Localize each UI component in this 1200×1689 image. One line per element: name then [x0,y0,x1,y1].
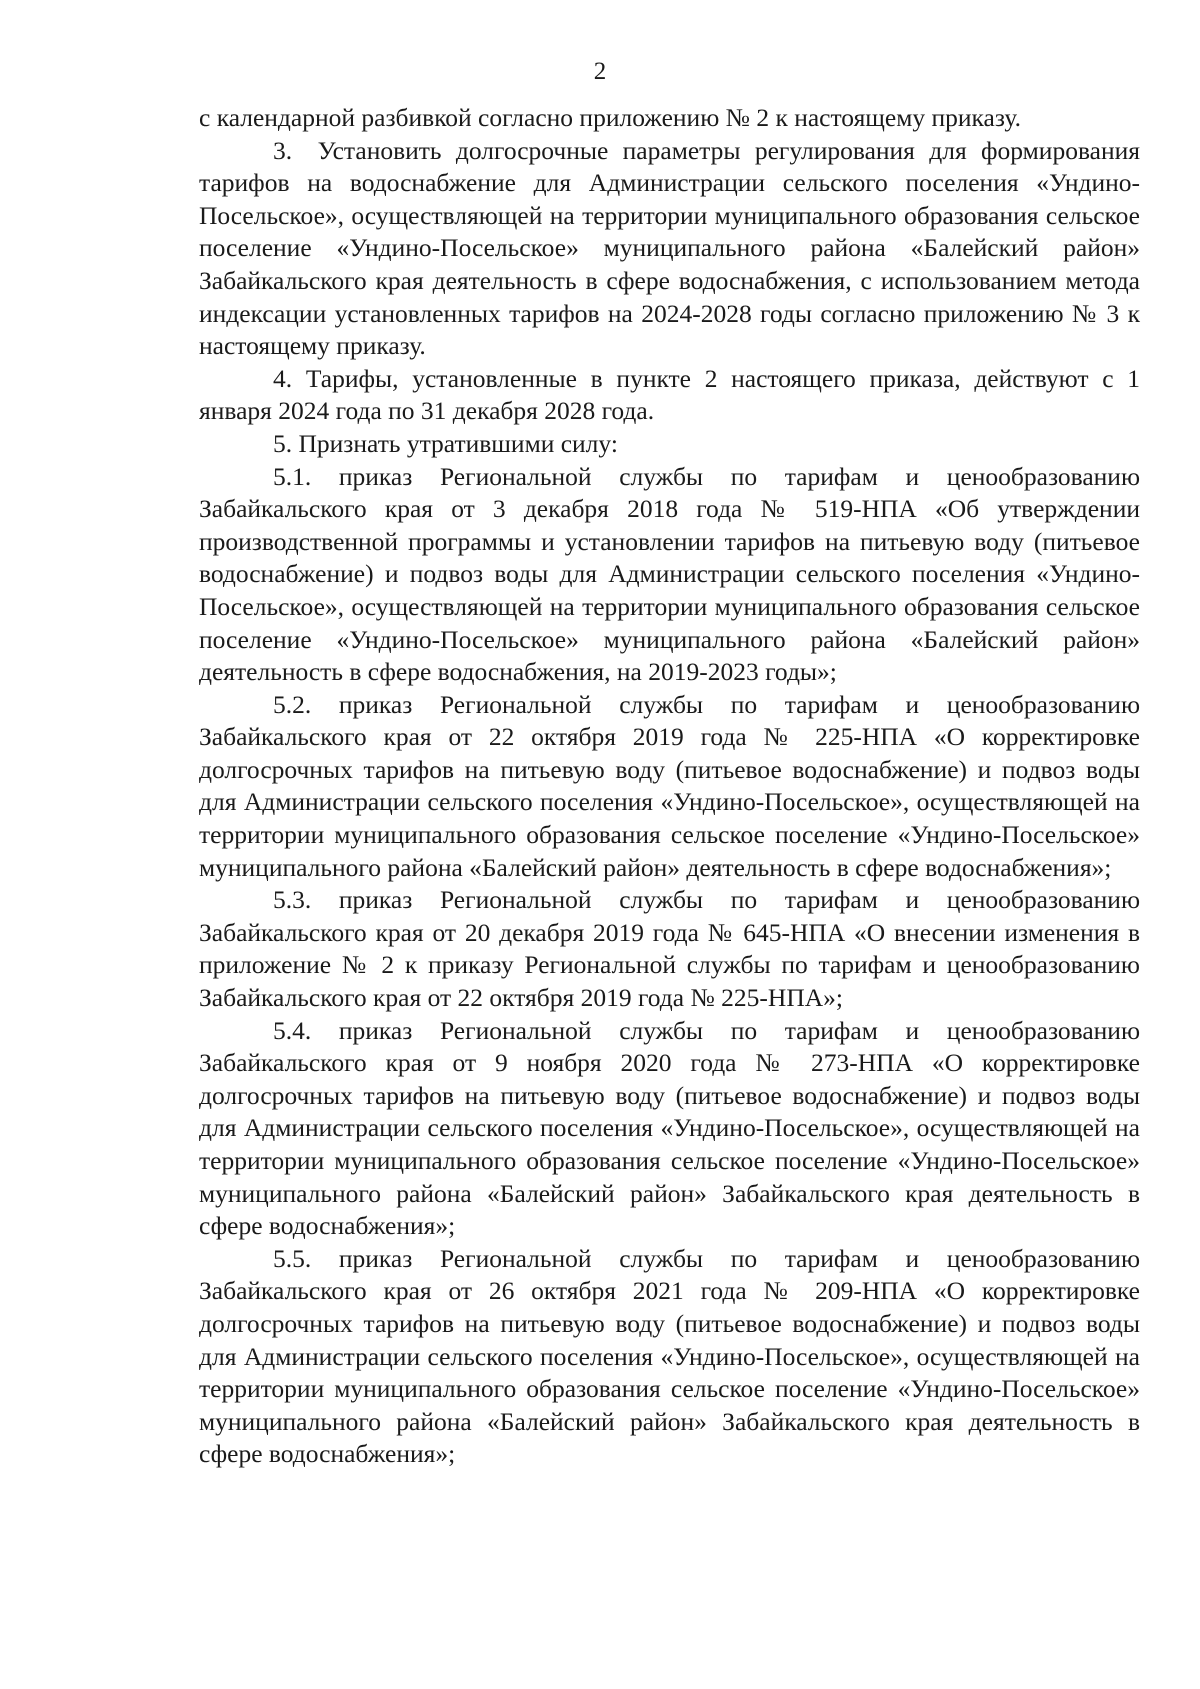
paragraph-item-5-1: 5.1. приказ Региональной службы по тарифам и ценообразованию Забайкальского края от 3 декабря 2018 года № 519-НПА «Об утверждении производственной программы и установлении тарифов на питьевую воду (питьевое водоснабжение) и подвоз воды для Администрации сельского поселения «Ундино-Посельское», осуществляющей на территории муниципального образования сельское поселение «Ундино-Посельское» муниципального района «Балейский район» деятельность в сфере водоснабжения, на 2019-2023 годы»; [199,461,1140,687]
paragraph-item-5: 5. Признать утратившими силу: [273,428,618,458]
paragraph-continuation: с календарной разбивкой согласно приложению № 2 к настоящему приказу. [199,103,1021,132]
page-number: 2 [593,58,607,85]
paragraph-item-5-5: 5.5. приказ Региональной службы по тарифам и ценообразованию Забайкальского края от 26 октября 2021 года № 209-НПА «О корректировке долгосрочных тарифов на питьевую воду (питьевое водоснабжение) и подвоз воды для Администрации сельского поселения «Ундино-Посельское», осуществляющей на территории муниципального образования сельское поселение «Ундино-Посельское» муниципального района «Балейский район» Забайкальского края деятельность в сфере водоснабжения»; [199,1243,1140,1469]
paragraph-item-3: 3. Установить долгосрочные параметры регулирования для формирования тарифов на водоснабжение для Администрации сельского поселения «Ундино-Посельское», осуществляющей на территории муниципального образования сельское поселение «Ундино-Посельское» муниципального района «Балейский район» Забайкальского края деятельность в сфере водоснабжения, с использованием метода индексации установленных тарифов на 2024-2028 годы согласно приложению № 3 к настоящему приказу. [199,135,1140,361]
paragraph-item-4: 4. Тарифы, установленные в пункте 2 настоящего приказа, действуют с 1 января 2024 года по 31 декабря 2028 года. [199,363,1140,426]
paragraph-item-5-4: 5.4. приказ Региональной службы по тарифам и ценообразованию Забайкальского края от 9 ноября 2020 года № 273-НПА «О корректировке долгосрочных тарифов на питьевую воду (питьевое водоснабжение) и подвоз воды для Администрации сельского поселения «Ундино-Посельское», осуществляющей на территории муниципального образования сельское поселение «Ундино-Посельское» муниципального района «Балейский район» Забайкальского края деятельность в сфере водоснабжения»; [199,1015,1140,1241]
paragraph-item-5-2: 5.2. приказ Региональной службы по тарифам и ценообразованию Забайкальского края от 22 октября 2019 года № 225-НПА «О корректировке долгосрочных тарифов на питьевую воду (питьевое водоснабжение) и подвоз воды для Администрации сельского поселения «Ундино-Посельское», осуществляющей на территории муниципального образования сельское поселение «Ундино-Посельское» муниципального района «Балейский район» деятельность в сфере водоснабжения»; [199,689,1140,882]
paragraph-item-5-3: 5.3. приказ Региональной службы по тарифам и ценообразованию Забайкальского края от 20 декабря 2019 года № 645-НПА «О внесении изменения в приложение № 2 к приказу Региональной службы по тарифам и ценообразованию Забайкальского края от 22 октября 2019 года № 225-НПА»; [199,885,1140,1013]
document-body [199,102,1140,1471]
